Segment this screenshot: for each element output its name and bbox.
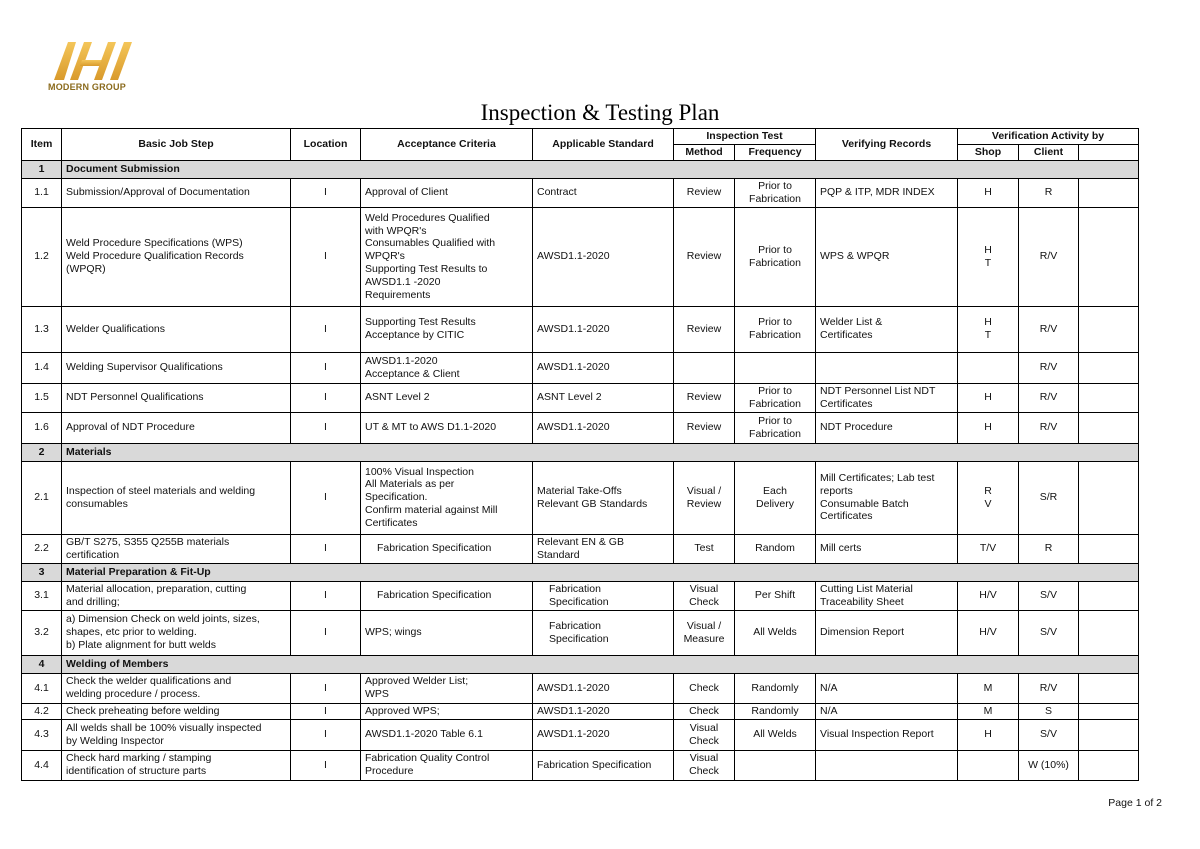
shop-cell: M (958, 673, 1019, 703)
extra-cell (1079, 383, 1139, 412)
frequency-cell: Randomly (735, 673, 816, 703)
job-step-cell: GB/T S275, S355 Q255B materials certification (62, 534, 291, 563)
header-inspection-test: Inspection Test (674, 129, 816, 145)
item-cell: 2.2 (22, 534, 62, 563)
standard-cell: AWSD1.1-2020 (533, 703, 674, 719)
shop-cell: H/V (958, 610, 1019, 655)
table-row (22, 610, 1139, 655)
location-cell: I (291, 461, 361, 534)
item-cell: 1.3 (22, 306, 62, 352)
standard-cell: Material Take-Offs Relevant GB Standards (533, 461, 674, 534)
extra-cell (1079, 581, 1139, 610)
records-cell: Visual Inspection Report (816, 719, 958, 750)
shop-cell (958, 352, 1019, 383)
location-cell: I (291, 412, 361, 443)
extra-cell (1079, 610, 1139, 655)
standard-cell: AWSD1.1-2020 (533, 719, 674, 750)
standard-cell: Contract (533, 179, 674, 208)
section-row (22, 161, 1139, 179)
method-cell: Review (674, 207, 735, 306)
standard-cell: Relevant EN & GB Standard (533, 534, 674, 563)
table-row (22, 673, 1139, 703)
location-cell: I (291, 352, 361, 383)
header-records: Verifying Records (816, 129, 958, 161)
acceptance-cell: AWSD1.1-2020 Acceptance & Client (361, 352, 533, 383)
standard-cell: AWSD1.1-2020 (533, 207, 674, 306)
frequency-cell: Prior to Fabrication (735, 179, 816, 208)
job-step-cell: a) Dimension Check on weld joints, sizes, shapes, etc prior to welding. b) Plate alignment for butt welds (62, 610, 291, 655)
table-row (22, 352, 1139, 383)
page-number: Page 1 of 2 (1108, 797, 1162, 809)
item-cell: 4.2 (22, 703, 62, 719)
header-acceptance: Acceptance Criteria (361, 129, 533, 161)
method-cell: Visual / Measure (674, 610, 735, 655)
header-job-step: Basic Job Step (62, 129, 291, 161)
shop-cell: H (958, 383, 1019, 412)
location-cell: I (291, 207, 361, 306)
method-cell: Visual Check (674, 581, 735, 610)
item-cell: 1.4 (22, 352, 62, 383)
frequency-cell (735, 352, 816, 383)
header-item: Item (22, 129, 62, 161)
location-cell: I (291, 719, 361, 750)
client-cell: R (1019, 534, 1079, 563)
shop-cell (958, 750, 1019, 780)
frequency-cell: Prior to Fabrication (735, 207, 816, 306)
extra-cell (1079, 534, 1139, 563)
extra-cell (1079, 207, 1139, 306)
standard-cell: AWSD1.1-2020 (533, 306, 674, 352)
acceptance-cell: WPS; wings (361, 610, 533, 655)
table-row (22, 306, 1139, 352)
shop-cell: H T (958, 306, 1019, 352)
client-cell: W (10%) (1019, 750, 1079, 780)
client-cell: S/V (1019, 719, 1079, 750)
acceptance-cell: Fabrication Specification (361, 581, 533, 610)
standard-cell: ASNT Level 2 (533, 383, 674, 412)
standard-cell: AWSD1.1-2020 (533, 412, 674, 443)
section-number: 4 (22, 655, 62, 673)
acceptance-cell: AWSD1.1-2020 Table 6.1 (361, 719, 533, 750)
shop-cell: H T (958, 207, 1019, 306)
location-cell: I (291, 581, 361, 610)
method-cell: Visual Check (674, 719, 735, 750)
table-row (22, 703, 1139, 719)
frequency-cell: Prior to Fabrication (735, 383, 816, 412)
frequency-cell: Random (735, 534, 816, 563)
section-title: Materials (62, 443, 1139, 461)
client-cell: R/V (1019, 412, 1079, 443)
method-cell: Check (674, 673, 735, 703)
item-cell: 1.5 (22, 383, 62, 412)
frequency-cell: Prior to Fabrication (735, 412, 816, 443)
location-cell: I (291, 306, 361, 352)
location-cell: I (291, 610, 361, 655)
item-cell: 3.2 (22, 610, 62, 655)
acceptance-cell: Supporting Test Results Acceptance by CITIC (361, 306, 533, 352)
shop-cell: M (958, 703, 1019, 719)
records-cell: N/A (816, 673, 958, 703)
table-row (22, 383, 1139, 412)
shop-cell: R V (958, 461, 1019, 534)
table-body (22, 161, 1139, 781)
job-step-cell: Material allocation, preparation, cutting and drilling; (62, 581, 291, 610)
job-step-cell: Check hard marking / stamping identification of structure parts (62, 750, 291, 780)
header-standard: Applicable Standard (533, 129, 674, 161)
standard-cell: AWSD1.1-2020 (533, 352, 674, 383)
acceptance-cell: Approval of Client (361, 179, 533, 208)
extra-cell (1079, 703, 1139, 719)
header-shop: Shop (958, 145, 1019, 161)
method-cell: Review (674, 306, 735, 352)
client-cell: R/V (1019, 207, 1079, 306)
standard-cell: AWSD1.1-2020 (533, 673, 674, 703)
job-step-cell: Submission/Approval of Documentation (62, 179, 291, 208)
item-cell: 1.2 (22, 207, 62, 306)
item-cell: 4.3 (22, 719, 62, 750)
section-number: 2 (22, 443, 62, 461)
item-cell: 1.6 (22, 412, 62, 443)
client-cell: S/R (1019, 461, 1079, 534)
section-title: Material Preparation & Fit-Up (62, 563, 1139, 581)
records-cell: Welder List & Certificates (816, 306, 958, 352)
client-cell: R/V (1019, 673, 1079, 703)
header-verification: Verification Activity by (958, 129, 1139, 145)
shop-cell: H (958, 412, 1019, 443)
section-title: Document Submission (62, 161, 1139, 179)
acceptance-cell: Fabrication Quality Control Procedure (361, 750, 533, 780)
job-step-cell: NDT Personnel Qualifications (62, 383, 291, 412)
shop-cell: H (958, 179, 1019, 208)
acceptance-cell: Approved Welder List; WPS (361, 673, 533, 703)
acceptance-cell: UT & MT to AWS D1.1-2020 (361, 412, 533, 443)
frequency-cell: Per Shift (735, 581, 816, 610)
method-cell (674, 352, 735, 383)
method-cell: Check (674, 703, 735, 719)
header-method: Method (674, 145, 735, 161)
acceptance-cell: Weld Procedures Qualified with WPQR's Consumables Qualified with WPQR's Supporting Test Results to AWSD1.1 -2020 Requirements (361, 207, 533, 306)
records-cell: WPS & WPQR (816, 207, 958, 306)
extra-cell (1079, 306, 1139, 352)
frequency-cell: Randomly (735, 703, 816, 719)
standard-cell: Fabrication Specification (533, 750, 674, 780)
page-title: Inspection & Testing Plan (480, 100, 720, 125)
location-cell: I (291, 383, 361, 412)
table-row (22, 750, 1139, 780)
frequency-cell: Each Delivery (735, 461, 816, 534)
location-cell: I (291, 179, 361, 208)
standard-cell: Fabrication Specification (533, 581, 674, 610)
job-step-cell: Check preheating before welding (62, 703, 291, 719)
client-cell: R (1019, 179, 1079, 208)
extra-cell (1079, 461, 1139, 534)
job-step-cell: All welds shall be 100% visually inspected by Welding Inspector (62, 719, 291, 750)
shop-cell: T/V (958, 534, 1019, 563)
header-location: Location (291, 129, 361, 161)
records-cell (816, 352, 958, 383)
job-step-cell: Inspection of steel materials and welding consumables (62, 461, 291, 534)
records-cell: N/A (816, 703, 958, 719)
method-cell: Test (674, 534, 735, 563)
section-row (22, 655, 1139, 673)
records-cell: Mill Certificates; Lab test reports Consumable Batch Certificates (816, 461, 958, 534)
frequency-cell: All Welds (735, 719, 816, 750)
section-row (22, 443, 1139, 461)
standard-cell: Fabrication Specification (533, 610, 674, 655)
acceptance-cell: ASNT Level 2 (361, 383, 533, 412)
table-row (22, 207, 1139, 306)
records-cell: NDT Personnel List NDT Certificates (816, 383, 958, 412)
job-step-cell: Weld Procedure Specifications (WPS) Weld Procedure Qualification Records (WPQR) (62, 207, 291, 306)
frequency-cell: Prior to Fabrication (735, 306, 816, 352)
table-row (22, 461, 1139, 534)
records-cell: Cutting List Material Traceability Sheet (816, 581, 958, 610)
extra-cell (1079, 719, 1139, 750)
method-cell: Review (674, 412, 735, 443)
acceptance-cell: Fabrication Specification (361, 534, 533, 563)
table-row (22, 412, 1139, 443)
client-cell: R/V (1019, 306, 1079, 352)
extra-cell (1079, 179, 1139, 208)
item-cell: 3.1 (22, 581, 62, 610)
location-cell: I (291, 750, 361, 780)
client-cell: R/V (1019, 383, 1079, 412)
item-cell: 2.1 (22, 461, 62, 534)
header-blank (1079, 145, 1139, 161)
extra-cell (1079, 750, 1139, 780)
acceptance-cell: 100% Visual Inspection All Materials as per Specification. Confirm material against Mill Certificates (361, 461, 533, 534)
job-step-cell: Check the welder qualifications and welding procedure / process. (62, 673, 291, 703)
job-step-cell: Welding Supervisor Qualifications (62, 352, 291, 383)
item-cell: 1.1 (22, 179, 62, 208)
method-cell: Review (674, 179, 735, 208)
table-row (22, 534, 1139, 563)
records-cell: NDT Procedure (816, 412, 958, 443)
section-number: 3 (22, 563, 62, 581)
item-cell: 4.4 (22, 750, 62, 780)
frequency-cell: All Welds (735, 610, 816, 655)
shop-cell: H (958, 719, 1019, 750)
records-cell: Mill certs (816, 534, 958, 563)
item-cell: 4.1 (22, 673, 62, 703)
job-step-cell: Approval of NDT Procedure (62, 412, 291, 443)
section-row (22, 563, 1139, 581)
extra-cell (1079, 352, 1139, 383)
client-cell: S/V (1019, 581, 1079, 610)
section-number: 1 (22, 161, 62, 179)
extra-cell (1079, 412, 1139, 443)
method-cell: Visual Check (674, 750, 735, 780)
table-row (22, 719, 1139, 750)
client-cell: S/V (1019, 610, 1079, 655)
client-cell: R/V (1019, 352, 1079, 383)
records-cell (816, 750, 958, 780)
method-cell: Review (674, 383, 735, 412)
acceptance-cell: Approved WPS; (361, 703, 533, 719)
header-client: Client (1019, 145, 1079, 161)
client-cell: S (1019, 703, 1079, 719)
shop-cell: H/V (958, 581, 1019, 610)
method-cell: Visual / Review (674, 461, 735, 534)
extra-cell (1079, 673, 1139, 703)
location-cell: I (291, 673, 361, 703)
table-row (22, 179, 1139, 208)
frequency-cell (735, 750, 816, 780)
section-title: Welding of Members (62, 655, 1139, 673)
records-cell: PQP & ITP, MDR INDEX (816, 179, 958, 208)
inspection-testing-plan-table (21, 128, 1139, 781)
table-row (22, 581, 1139, 610)
location-cell: I (291, 534, 361, 563)
logo-wordmark: MODERN GROUP (48, 82, 126, 92)
job-step-cell: Welder Qualifications (62, 306, 291, 352)
location-cell: I (291, 703, 361, 719)
header-frequency: Frequency (735, 145, 816, 161)
records-cell: Dimension Report (816, 610, 958, 655)
